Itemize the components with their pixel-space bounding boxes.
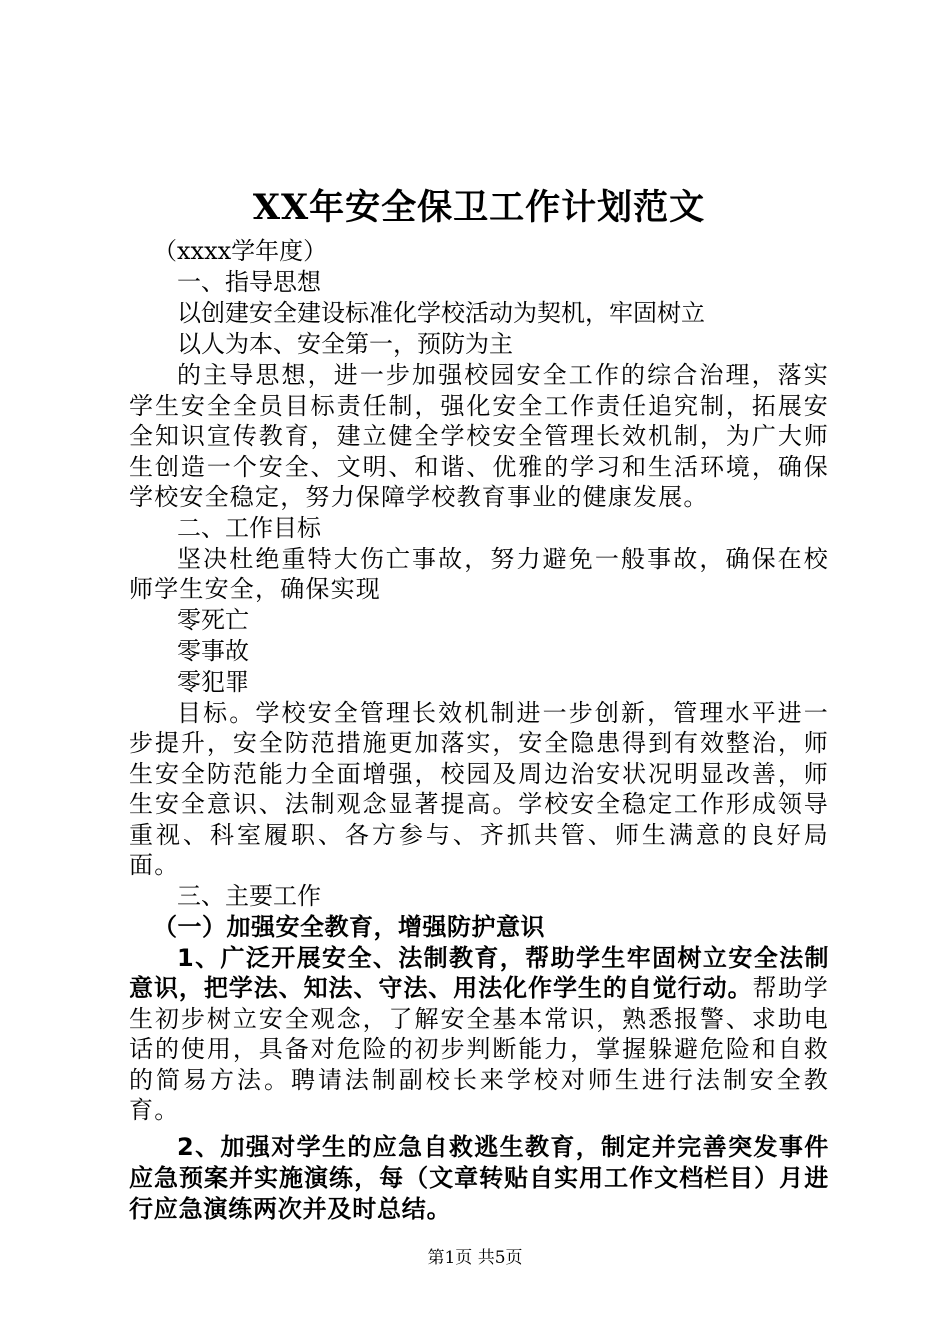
goal-item-3: 零犯罪 <box>177 667 249 696</box>
document-title: XX年安全保卫工作计划范文 <box>252 187 706 228</box>
goal-item-1: 零死亡 <box>177 605 249 634</box>
section-1-line-1: 以创建安全建设标准化学校活动为契机，牢固树立 <box>177 299 705 327</box>
section-2-paragraph: 坚决杜绝重特大伤亡事故，努力避免一般事故，确保在校师学生安全，确保实现 <box>129 544 829 603</box>
section-3-paragraph-1-bold: 1、广泛开展安全、法制教育，帮助学生牢固树立安全法制意识，把学法、知法、守法、用法化作学生的自觉行动。 <box>129 943 829 1002</box>
section-3-heading: 三、主要工作 <box>177 881 321 910</box>
document-body <box>129 236 829 1225</box>
section-3-subheading-1: （一）加强安全教育，增强防护意识 <box>153 912 545 941</box>
goal-item-2: 零事故 <box>177 636 249 665</box>
section-1-paragraph: 的主导思想，进一步加强校园安全工作的综合治理，落实学生安全全员目标责任制，强化安全工作责任追究制，拓展安全知识宣传教育，建立健全学校安全管理长效机制，为广大师生创造一个安全、文明、和谐、优雅的学习和生活环境，确保学校安全稳定，努力保障学校教育事业的健康发展。 <box>129 361 829 511</box>
section-1-heading: 一、指导思想 <box>177 268 321 296</box>
year-note: （xxxx学年度） <box>153 237 328 265</box>
section-3-paragraph-2: 2、加强对学生的应急自救逃生教育，制定并完善突发事件应急预案并实施演练，每（文章转贴自实用工作文档栏目）月进行应急演练两次并及时总结。 <box>129 1132 829 1223</box>
section-3-paragraph-1-rest: 帮助学生初步树立安全观念，了解安全基本常识，熟悉报警、求助电话的使用，具备对危险的初步判断能力，掌握躲避危险和自救的简易方法。聘请法制副校长来学校对师生进行法制安全教育。 <box>129 974 829 1124</box>
page-number-footer: 第1页 共5页 <box>427 1248 523 1268</box>
section-1-line-2: 以人为本、安全第一，预防为主 <box>177 330 513 358</box>
section-3-paragraph-1 <box>129 943 829 1126</box>
section-2-paragraph-2: 目标。学校安全管理长效机制进一步创新，管理水平进一步提升，安全防范措施更加落实，安全隐患得到有效整治，师生安全防范能力全面增强，校园及周边治安状况明显改善，师生安全意识、法制观念显著提高。学校安全稳定工作形成领导重视、科室履职、各方参与、齐抓共管、师生满意的良好局面。 <box>129 698 829 879</box>
section-2-heading: 二、工作目标 <box>177 513 321 542</box>
